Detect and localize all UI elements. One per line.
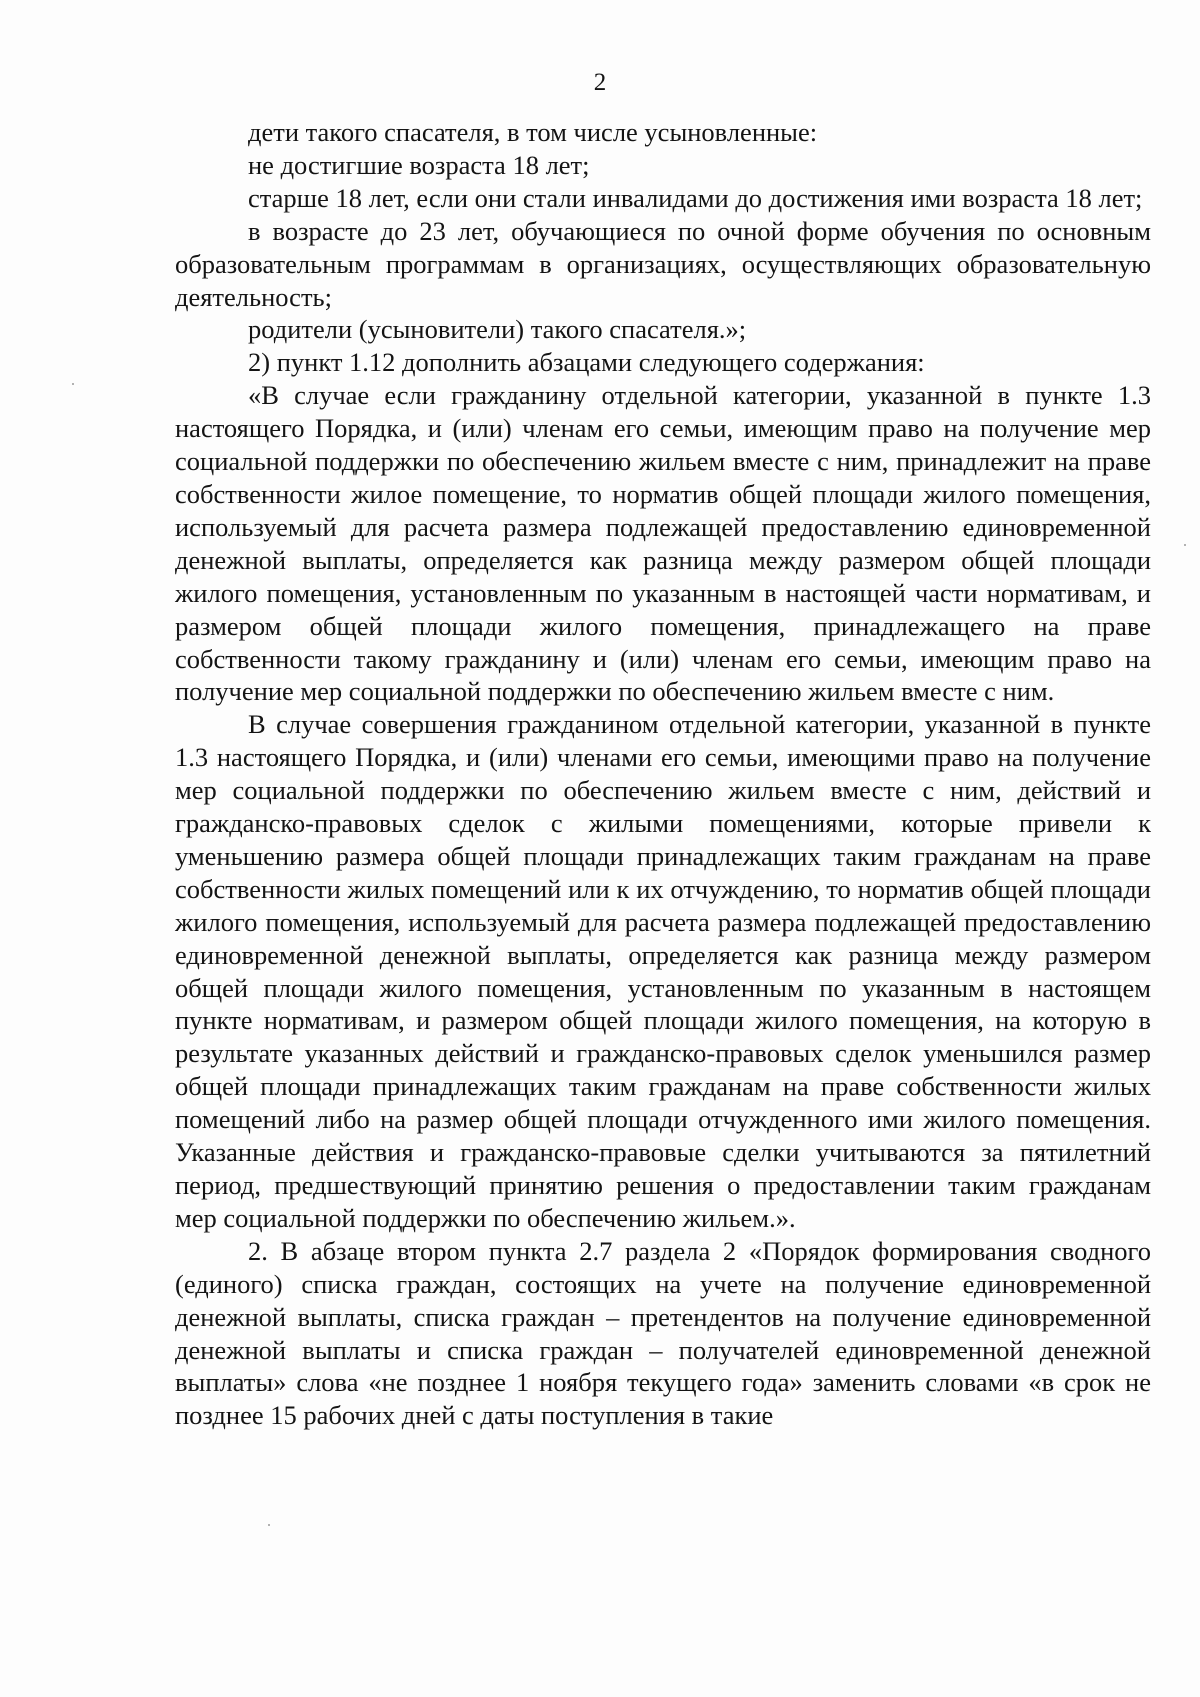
paragraph: «В случае если гражданину отдельной категории, указанной в пункте 1.3 настоящего Порядка, и (или) членам его семьи, имеющим право на получение мер социальной поддержки по обеспечению жильем вместе с ним, принадлежит на праве собственности жилое помещение, то норматив общей площади жилого помещения, используемый для расчета размера подлежащей предоставлению единовременной денежной выплаты, определяется как разница между размером общей площади жилого помещения, установленным по указанным в настоящей части нормативам, и размером общей площади жилого помещения, принадлежащего на праве собственности такому гражданину и (или) членам его семьи, имеющим право на получение мер социальной поддержки по обеспечению жильем вместе с ним.	[175, 380, 1151, 707]
paragraph: родители (усыновители) такого спасателя.»;	[248, 314, 747, 345]
scan-speck	[268, 1524, 270, 1526]
paragraph: в возрасте до 23 лет, обучающиеся по очной форме обучения по основным образовательным программам в организациях, осуществляющих образовательную деятельность;	[175, 215, 1151, 312]
paragraph: старше 18 лет, если они стали инвалидами до достижения ими возраста 18 лет;	[248, 182, 1143, 213]
paragraph: дети такого спасателя, в том числе усыновленные:	[248, 117, 818, 147]
page-number: 2	[593, 69, 607, 96]
scan-speck	[72, 383, 74, 385]
scan-speck	[1184, 544, 1186, 546]
paragraph: 2. В абзаце втором пункта 2.7 раздела 2 «Порядок формирования сводного (единого) списка граждан, состоящих на учете на получение единовременной денежной выплаты, списка граждан – претендентов на получение единовременной денежной выплаты и списка граждан – получателей единовременной денежной выплаты» слова «не позднее 1 ноября текущего года» заменить словами «в срок не позднее 15 рабочих дней с даты поступления в такие	[175, 1235, 1151, 1431]
paragraph: В случае совершения гражданином отдельной категории, указанной в пункте 1.3 настоящего Порядка, и (или) членами его семьи, имеющими право на получение мер социальной поддержки по обеспечению жильем вместе с ним, действий и гражданско-правовых сделок с жилыми помещениями, которые привели к уменьшению размера общей площади принадлежащих таким гражданам на праве собственности жилых помещений или к их отчуждению, то норматив общей площади жилого помещения, используемый для расчета размера подлежащей предоставлению единовременной денежной выплаты, определяется как разница между размером общей площади жилого помещения, установленным по указанным в настоящем пункте нормативам, и размером общей площади жилого помещения, на которую в результате указанных действий и гражданско-правовых сделок уменьшился размер общей площади принадлежащих таким гражданам на праве собственности жилых помещений либо на размер общей площади отчужденного ими жилого помещения. Указанные действия и гражданско-правовые сделки учитываются за пятилетний период, предшествующий принятию решения о предоставлении таким гражданам мер социальной поддержки по обеспечению жильем.».	[175, 709, 1151, 1233]
document-body	[175, 116, 1151, 1432]
paragraph: 2) пункт 1.12 дополнить абзацами следующего содержания:	[248, 347, 925, 378]
paragraph: не достигшие возраста 18 лет;	[248, 149, 590, 180]
